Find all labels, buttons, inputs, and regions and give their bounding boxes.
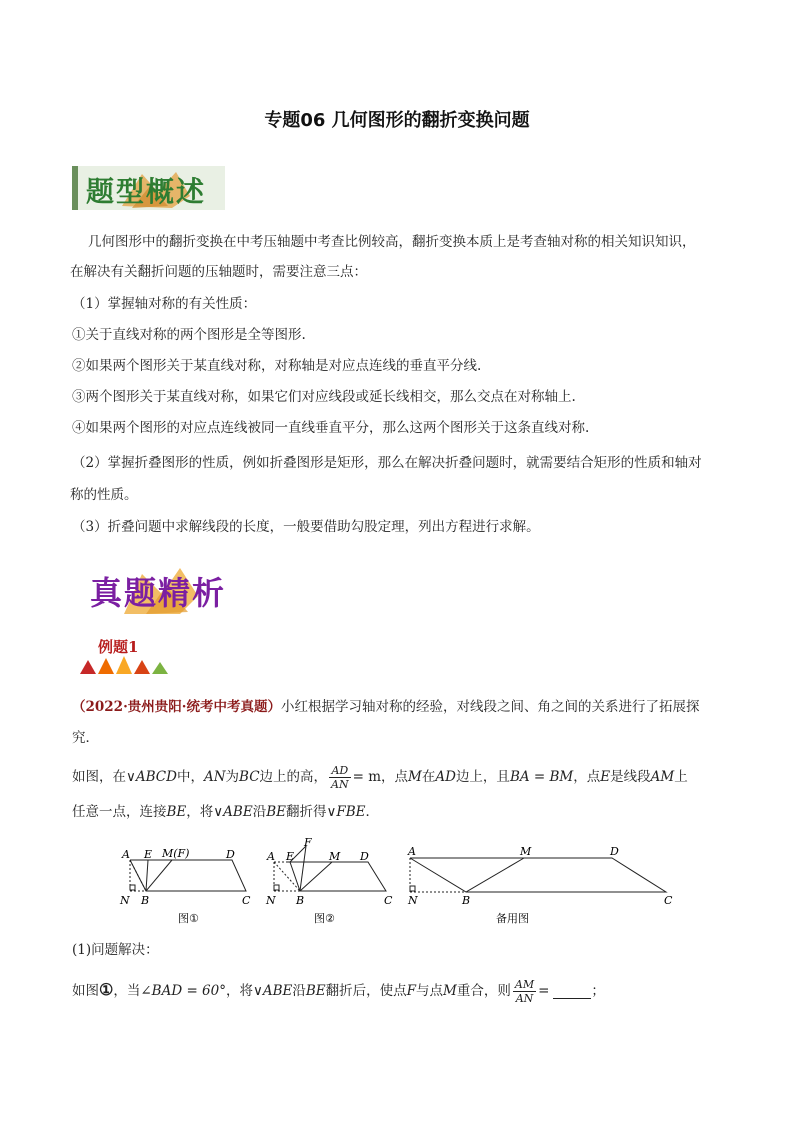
fig1-caption: 图① [178, 912, 199, 925]
circle-number: ① [99, 980, 114, 999]
text: 如图 [72, 983, 99, 999]
fig2-line-be [290, 862, 300, 891]
fig2-label-M: M [329, 850, 341, 863]
math-symbol: AM [650, 769, 675, 785]
example-condition-2 [72, 802, 379, 822]
math-symbol: ∨ABE [213, 804, 253, 820]
fig2-line-bm [300, 862, 332, 891]
math-symbol: BC [239, 769, 260, 785]
fig2-label-A: A [267, 850, 275, 863]
fraction-numerator: AD [329, 764, 351, 778]
intro-point-1b: ②如果两个图形关于某直线对称，对称轴是对应点连线的垂直平分线. [72, 358, 482, 374]
math-symbol: M [408, 769, 422, 785]
fig2-right-angle [274, 885, 279, 890]
text: ，点 [573, 769, 601, 785]
math-symbol: ∠BAD = 60° [140, 983, 226, 999]
example-intro [72, 697, 699, 717]
fig1-label-D: D [226, 848, 235, 861]
fig1-label-N: N [120, 894, 130, 907]
text: ，当 [113, 983, 141, 999]
text: 边上，且 [455, 769, 510, 785]
text: 沿 [252, 804, 267, 820]
text: 重合，则 [456, 983, 511, 999]
fig3-parallelogram [410, 858, 666, 892]
fig1-line-bm [146, 860, 172, 891]
text: 如图，在 [72, 769, 126, 785]
intro-point-1a: ①关于直线对称的两个图形是全等图形. [72, 327, 306, 343]
figure-row [110, 836, 690, 926]
section-banner-overview [72, 166, 225, 210]
fig1-label-E: E [144, 848, 153, 861]
fig3-line-bm [466, 858, 524, 892]
fig1-label-B: B [141, 894, 150, 907]
fig1-line-be [146, 860, 148, 891]
example-source: （2022·贵州贵阳·统考中考真题） [72, 699, 281, 715]
fig2-label-C: C [384, 894, 393, 907]
math-symbol: BE [166, 804, 187, 820]
text: 为 [225, 769, 240, 785]
math-symbol: ∨FBE [326, 804, 366, 820]
text: 翻折得 [285, 804, 327, 820]
figure-1 [130, 860, 246, 891]
text: ． [365, 804, 379, 820]
fig3-label-A: A [408, 845, 416, 858]
question-1-heading: (1)问题解决： [72, 942, 159, 958]
text: ，将 [186, 804, 214, 820]
example-badge [78, 636, 170, 680]
math-symbol: BA = BM [509, 769, 574, 785]
fig2-label-F: F [304, 836, 312, 849]
fraction-denominator: AN [515, 992, 534, 1005]
math-symbol: M [443, 983, 457, 999]
fig2-caption: 图② [314, 912, 335, 925]
intro-point-2b: 称的性质。 [70, 487, 138, 503]
text: ，将 [225, 983, 253, 999]
text: 在 [421, 769, 436, 785]
fraction-denominator: AN [331, 778, 349, 791]
fig3-label-D: D [610, 845, 619, 858]
fraction-numerator: AM [514, 978, 535, 991]
section-banner-text: 真题精析 [90, 574, 227, 612]
question-1-text [72, 978, 605, 1005]
fig3-label-B: B [462, 894, 471, 907]
example-condition-1 [72, 764, 688, 791]
text: 与点 [416, 983, 444, 999]
math-symbol: BE [266, 804, 286, 820]
fig3-label-C: C [664, 894, 673, 907]
math-symbol: ∨ABE [252, 983, 293, 999]
fig2-label-B: B [296, 894, 305, 907]
fig1-label-MF: M(F) [162, 847, 190, 860]
text: ； [591, 983, 605, 999]
math-symbol: F [406, 983, 417, 999]
fig3-caption: 备用图 [496, 912, 529, 925]
math-symbol: AN [203, 769, 226, 785]
fig2-label-E: E [286, 850, 295, 863]
fig2-line-bf [300, 846, 306, 891]
fig1-right-angle [130, 885, 135, 890]
text: 是线段 [610, 769, 651, 785]
fig2-ab-dashed [274, 862, 300, 891]
text: 上 [674, 769, 688, 785]
fraction-ad-an [329, 764, 351, 791]
intro-line-2: 在解决有关翻折问题的压轴题时，需要注意三点： [70, 264, 367, 280]
math-symbol: BE [305, 983, 326, 999]
math-symbol: AD [435, 769, 456, 785]
intro-point-1c: ③两个图形关于某直线对称，如果它们对应线段或延长线相交，那么交点在对称轴上. [72, 389, 576, 405]
text: 中， [176, 769, 204, 785]
example-label: 例题1 [98, 638, 139, 656]
answer-blank[interactable] [553, 984, 591, 999]
intro-point-1d: ④如果两个图形的对应点连线被同一直线垂直平分，那么这两个图形关于这条直线对称. [72, 420, 590, 436]
leaf-row-icon [78, 656, 170, 678]
math-symbol: ∨ABCD [126, 769, 177, 785]
text: 翻折后，使点 [325, 983, 407, 999]
figure-3 [410, 858, 666, 892]
example-text-1: 小红根据学习轴对称的经验，对线段之间、角之间的关系进行了拓展探 [280, 699, 700, 715]
fig2-label-N: N [266, 894, 276, 907]
fraction-am-an [513, 978, 536, 1005]
intro-point-1: （1）掌握轴对称的有关性质： [72, 296, 257, 312]
text: 沿 [292, 983, 306, 999]
intro-point-2a: （2）掌握折叠图形的性质，例如折叠图形是矩形，那么在解决折叠问题时，就需要结合矩形的性质和轴对 [72, 455, 702, 471]
fig2-label-D: D [360, 850, 369, 863]
section-banner-analysis [84, 560, 234, 616]
section-banner-text: 题型概述 [86, 175, 207, 208]
text: 边上的高， [259, 769, 328, 785]
intro-point-3: （3）折叠问题中求解线段的长度，一般要借助勾股定理，列出方程进行求解。 [72, 519, 540, 535]
text: = m，点 [352, 769, 409, 785]
fig1-label-A: A [122, 848, 130, 861]
intro-line-1: 几何图形中的翻折变换在中考压轴题中考查比例较高，翻折变换本质上是考查轴对称的相关知识知识， [88, 234, 696, 250]
fig3-label-M: M [520, 845, 532, 858]
geometry-figures [110, 836, 690, 926]
text: 任意一点，连接 [72, 804, 167, 820]
example-text-2: 究． [72, 730, 99, 746]
text: = [538, 983, 550, 999]
math-symbol: E [600, 769, 611, 785]
fig3-right-angle [410, 886, 415, 891]
fig1-label-C: C [242, 894, 251, 907]
fig3-label-N: N [408, 894, 418, 907]
page-title: 专题06 几何图形的翻折变换问题 [264, 110, 530, 131]
